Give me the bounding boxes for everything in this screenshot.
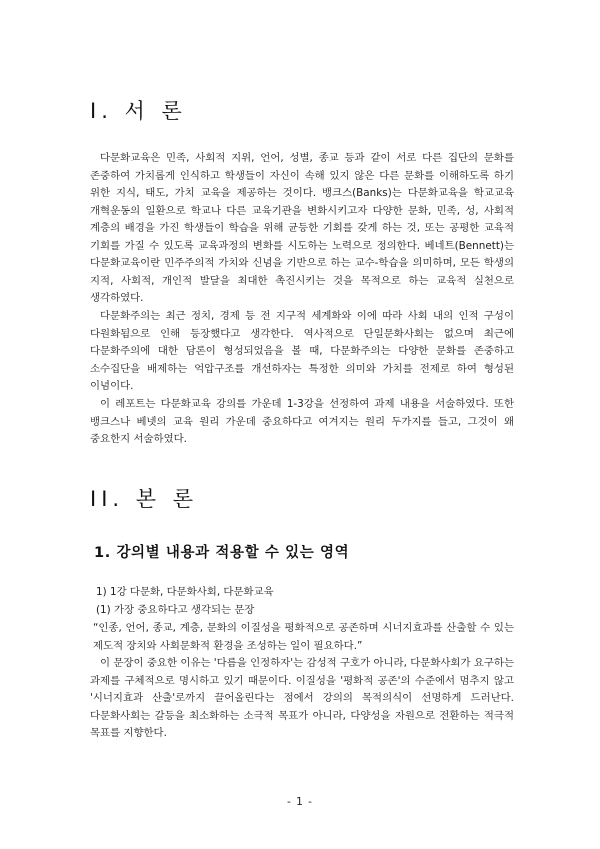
subsection-heading: 1. 강의별 내용과 적용할 수 있는 영역: [94, 545, 350, 561]
item-title: 1) 1강 다문화, 다문화사회, 다문화교육: [96, 586, 274, 598]
quote-explanation: 이 문장이 중요한 이유는 '다름을 인정하자'는 감성적 구호가 아니라, 다문화사회가 요구하는 과제를 구체적으로 명시하고 있기 때문이다. 이질성을 '평화적 공존'의 수준에서 멈추지 않고 '시너지효과 산출'로까지 끌어올린다는 점에서 강의의 목적의식이 선명하게 드러난다. 다문화사회는 갈등을 최소화하는 소극적 목표가 아니라, 다양성을 자원으로 전환하는 적극적 목표를 지향한다.: [90, 657, 514, 739]
key-quote: “인종, 언어, 종교, 계층, 문화의 이질성을 평화적으로 공존하며 시너지효과를 산출할 수 있는 제도적 장치와 사회문화적 환경을 조성하는 일이 필요하다.”: [93, 622, 514, 652]
sub-item-title: (1) 가장 중요하다고 생각되는 문장: [96, 604, 255, 616]
section-heading-intro: I. 서 론: [90, 99, 187, 123]
intro-paragraph-1: 다문화교육은 민족, 사회적 지위, 언어, 성별, 종교 등과 같이 서로 다른 집단의 문화를 존중하여 가치롭게 인식하고 학생들이 자신이 속해 있지 않은 다른 문화를 이해하도록 하기 위한 지식, 태도, 가치 교육을 제공하는 것이다. 뱅크스(Banks)는 다문화교육을 학교교육 개혁운동의 일환으로 학교나 다른 교육기관을 변화시키고자 다양한 문화, 민족, 성, 사회적 계층의 배경을 가진 학생들이 학습을 위해 균등한 기회를 갖게 하는 것, 또는 공평한 교육적 기회를 가질 수 있도록 교육과정의 변화를 시도하는 노력으로 정의한다. 베네트(Bennett)는 다문화교육이란 민주주의적 가치와 신념을 기반으로 하는 교수-학습을 의미하며, 모든 학생의 지적, 사회적, 개인적 발달을 최대한 촉진시키는 것을 목적으로 하는 교육적 실천으로 생각하였다.: [90, 152, 514, 304]
page-number: - 1 -: [287, 796, 313, 808]
section-heading-body: II. 본 론: [90, 487, 198, 511]
intro-paragraph-2: 다문화주의는 최근 정치, 경제 등 전 지구적 세계화와 이에 따라 사회 내의 인적 구성이 다원화됨으로 인해 등장했다고 생각한다. 역사적으로 단일문화사회는 없으며 최근에 다문화주의에 대한 담론이 형성되었음을 볼 때, 다문화주의는 다양한 문화를 존중하고 소수집단을 배제하는 억압구조를 개선하자는 특정한 의미와 가치를 전제로 하여 형성된 이념이다.: [90, 310, 514, 392]
intro-paragraph-3: 이 레포트는 다문화교육 강의를 가운데 1-3강을 선정하여 과제 내용을 서술하였다. 또한 뱅크스나 베넷의 교육 원리 가운데 중요하다고 여겨지는 원리 두가지를 들고, 그것이 왜 중요한지 서술하였다.: [90, 398, 514, 445]
